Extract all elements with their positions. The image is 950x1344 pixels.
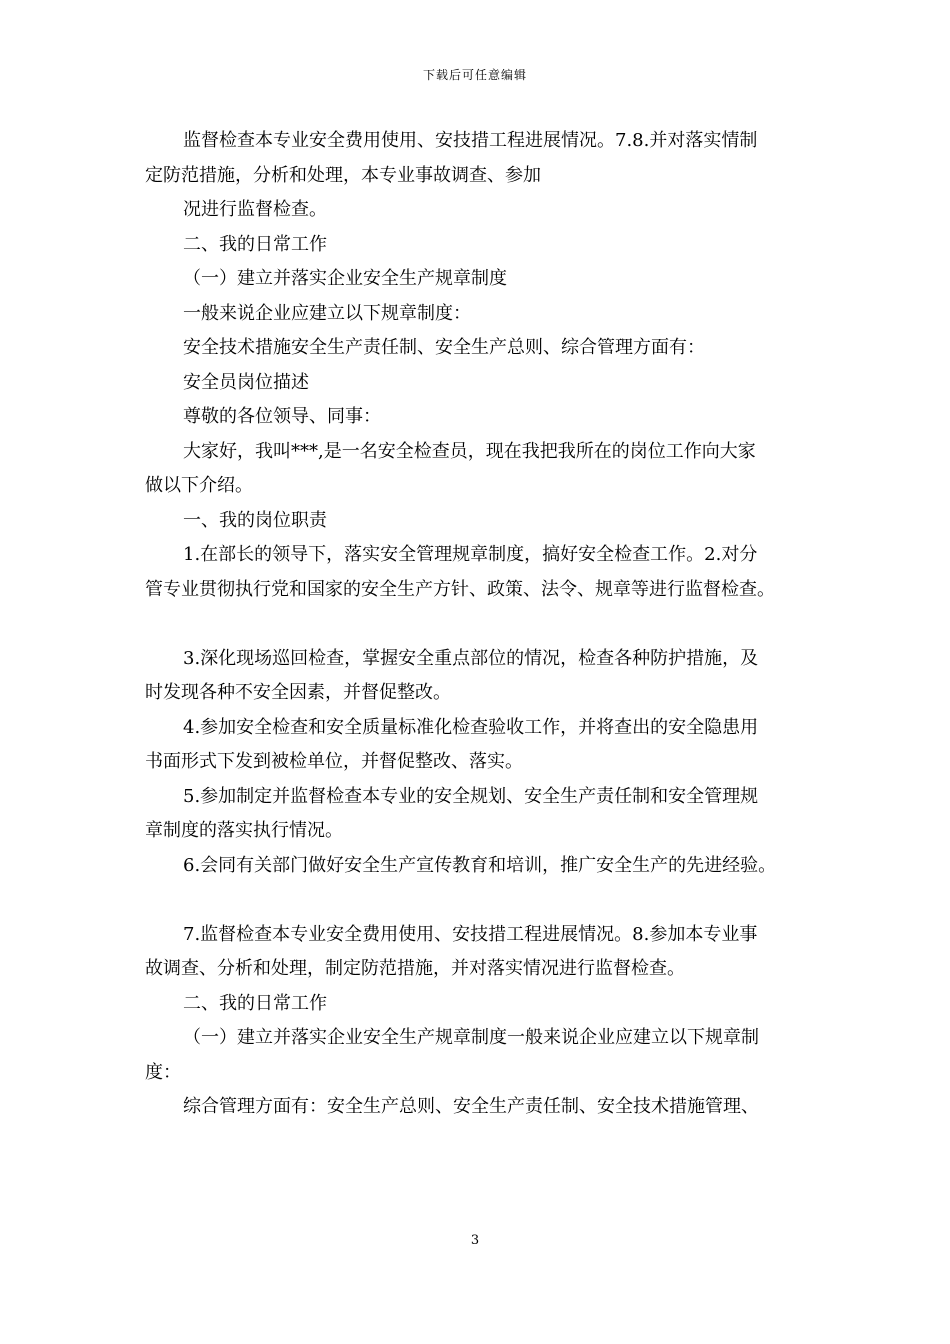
paragraph-line: 安全技术措施安全生产责任制、安全生产总则、综合管理方面有： [183,337,705,358]
paragraph-line: 管专业贯彻执行党和国家的安全生产方针、政策、法令、规章等进行监督检查。 [145,578,775,600]
paragraph-line: 7.监督检查本专业安全费用使用、安技措工程进展情况。8.参加本专业事 [183,923,758,945]
paragraph-line: 故调查、分析和处理，制定防范措施，并对落实情况进行监督检查。 [145,958,685,979]
salutation: 尊敬的各位领导、同事： [183,406,381,427]
paragraph-line: 做以下介绍。 [145,475,253,496]
page-number: 3 [470,1233,480,1248]
paragraph-gap [145,607,825,642]
paragraph-line: 定防范措施，分析和处理，本专业事故调查、参加 [145,164,541,186]
paragraph-line: 监督检查本专业安全费用使用、安技措工程进展情况。7.8.并对落实情制 [183,130,758,151]
page-header: 下载后可任意编辑 [422,68,527,82]
paragraph-line: 综合管理方面有：安全生产总则、安全生产责任制、安全技术措施管理、 [183,1096,759,1117]
paragraph-line: 4.参加安全检查和安全质量标准化检查验收工作，并将查出的安全隐患用 [183,716,759,738]
subsection-heading: （一）建立并落实企业安全生产规章制度 [183,268,507,289]
subsection-heading: （一）建立并落实企业安全生产规章制度一般来说企业应建立以下规章制 [183,1027,759,1048]
document-body [145,124,825,1125]
paragraph-line: 度： [145,1061,181,1083]
paragraph-line: 3.深化现场巡回检查，掌握安全重点部位的情况，检查各种防护措施，及 [183,647,759,669]
section-heading: 二、我的日常工作 [183,233,327,255]
paragraph-gap [145,883,825,918]
paragraph-line: 一般来说企业应建立以下规章制度： [183,302,471,324]
paragraph-line: 5.参加制定并监督检查本专业的安全规划、安全生产责任制和安全管理规 [183,785,759,807]
section-heading: 一、我的岗位职责 [183,509,327,531]
paragraph-line: 6.会同有关部门做好安全生产宣传教育和培训，推广安全生产的先进经验。 [183,854,777,876]
paragraph-line: 书面形式下发到被检单位，并督促整改、落实。 [145,751,523,772]
paragraph-line: 大家好，我叫***,是一名安全检查员，现在我把我所在的岗位工作向大家 [183,440,756,462]
document-title: 安全员岗位描述 [183,371,309,393]
section-heading: 二、我的日常工作 [183,992,327,1014]
paragraph-line: 况进行监督检查。 [183,199,327,220]
paragraph-line: 1.在部长的领导下，落实安全管理规章制度，搞好安全检查工作。2.对分 [183,544,758,565]
paragraph-line: 章制度的落实执行情况。 [145,820,343,841]
paragraph-line: 时发现各种不安全因素，并督促整改。 [145,682,451,703]
